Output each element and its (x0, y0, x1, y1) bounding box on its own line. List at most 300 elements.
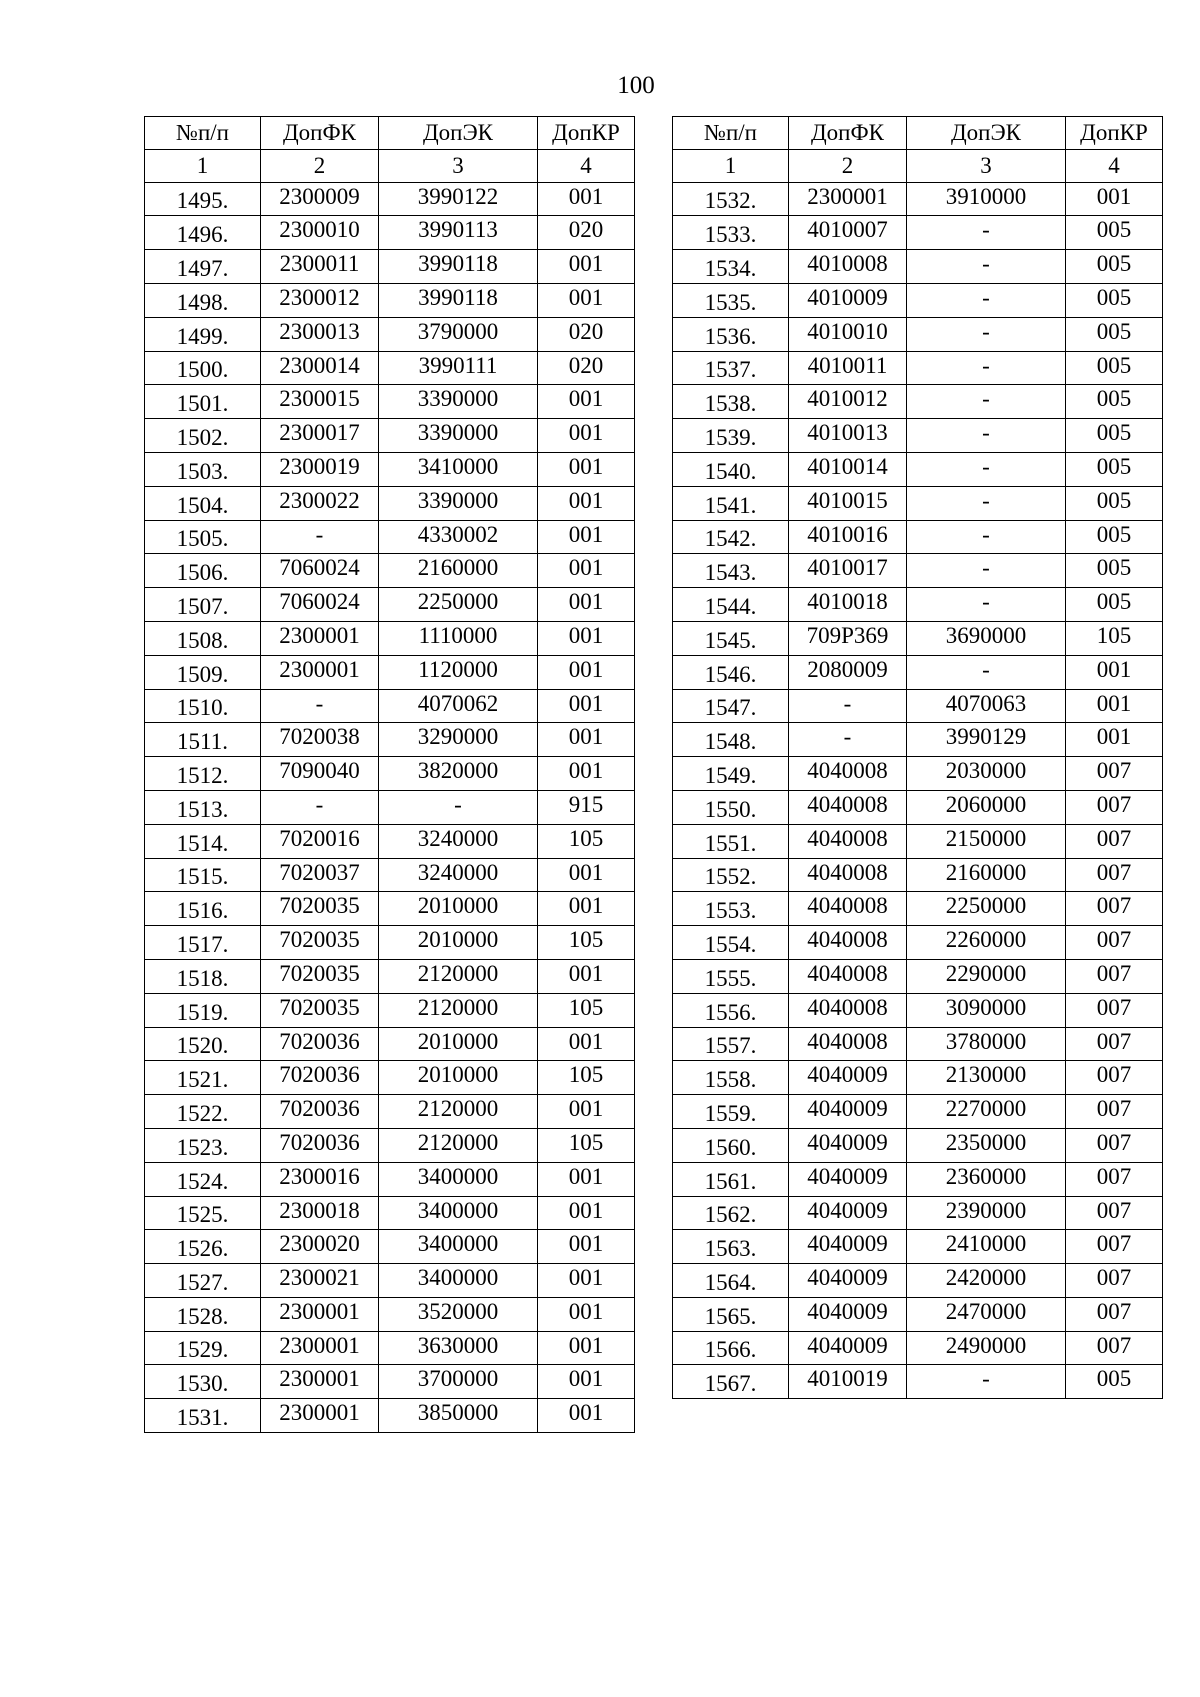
dopfk-cell: 4010011 (789, 351, 907, 385)
dopek-cell: 3990118 (379, 250, 538, 284)
dopek-cell: 2150000 (907, 824, 1066, 858)
dopek-cell: 2010000 (379, 1061, 538, 1095)
dopek-cell: - (907, 1365, 1066, 1399)
row-number: 1541. (673, 486, 789, 520)
header-index: №п/п (673, 117, 789, 150)
dopfk-cell: 4010009 (789, 283, 907, 317)
column-number-row (673, 149, 1163, 182)
dopfk-cell: 4040009 (789, 1061, 907, 1095)
dopkr-cell: 001 (538, 182, 635, 216)
dopek-cell: - (907, 520, 1066, 554)
dopek-cell: 3090000 (907, 993, 1066, 1027)
table-row (673, 993, 1163, 1027)
dopkr-cell: 105 (538, 824, 635, 858)
dopkr-cell: 001 (538, 1196, 635, 1230)
dopek-cell: 2360000 (907, 1162, 1066, 1196)
row-number: 1540. (673, 452, 789, 486)
dopfk-cell: 4040009 (789, 1095, 907, 1129)
row-number: 1521. (145, 1061, 261, 1095)
row-number: 1515. (145, 858, 261, 892)
dopek-cell: 2010000 (379, 1027, 538, 1061)
row-number: 1547. (673, 689, 789, 723)
dopfk-cell: 4040009 (789, 1331, 907, 1365)
dopkr-cell: 001 (538, 858, 635, 892)
table-row (145, 385, 635, 419)
table-row (673, 283, 1163, 317)
dopek-cell: 2160000 (379, 554, 538, 588)
row-number: 1512. (145, 757, 261, 791)
column-number: 2 (789, 149, 907, 182)
dopfk-cell: 7020035 (261, 892, 379, 926)
row-number: 1508. (145, 621, 261, 655)
table-row (673, 926, 1163, 960)
row-number: 1499. (145, 317, 261, 351)
dopek-cell: 3400000 (379, 1230, 538, 1264)
dopfk-cell: 7020036 (261, 1095, 379, 1129)
row-number: 1529. (145, 1331, 261, 1365)
dopfk-cell: 7090040 (261, 757, 379, 791)
table-row (145, 689, 635, 723)
dopfk-cell: 2300013 (261, 317, 379, 351)
dopkr-cell: 001 (538, 588, 635, 622)
dopek-cell: 3390000 (379, 419, 538, 453)
dopek-cell: - (907, 452, 1066, 486)
dopfk-cell: 4040008 (789, 824, 907, 858)
column-number: 4 (1066, 149, 1163, 182)
row-number: 1542. (673, 520, 789, 554)
dopfk-cell: 4010016 (789, 520, 907, 554)
dopkr-cell: 007 (1066, 1264, 1163, 1298)
dopek-cell: - (907, 283, 1066, 317)
dopek-cell: - (907, 486, 1066, 520)
dopfk-cell: 4010015 (789, 486, 907, 520)
row-number: 1536. (673, 317, 789, 351)
page-number: 100 (617, 72, 655, 99)
dopek-cell: 3990111 (379, 351, 538, 385)
dopkr-cell: 001 (538, 1399, 635, 1433)
dopkr-cell: 005 (1066, 351, 1163, 385)
table-row (145, 216, 635, 250)
row-number: 1500. (145, 351, 261, 385)
dopek-cell: 3790000 (379, 317, 538, 351)
table-row (673, 351, 1163, 385)
dopek-cell: 2120000 (379, 1128, 538, 1162)
dopkr-cell: 005 (1066, 216, 1163, 250)
dopek-cell: 3410000 (379, 452, 538, 486)
column-number: 1 (673, 149, 789, 182)
dopfk-cell: 2300019 (261, 452, 379, 486)
dopfk-cell: 2300001 (261, 621, 379, 655)
table-row (145, 757, 635, 791)
dopfk-cell: 2300014 (261, 351, 379, 385)
dopek-cell: 3990122 (379, 182, 538, 216)
dopkr-cell: 007 (1066, 790, 1163, 824)
table-row (673, 892, 1163, 926)
dopkr-cell: 001 (538, 1297, 635, 1331)
dopfk-cell: 2300001 (261, 1399, 379, 1433)
dopek-cell: 2390000 (907, 1196, 1066, 1230)
table-row (673, 1331, 1163, 1365)
table-row (145, 993, 635, 1027)
dopkr-cell: 007 (1066, 1061, 1163, 1095)
table-row (145, 1196, 635, 1230)
row-number: 1525. (145, 1196, 261, 1230)
dopfk-cell: 4010014 (789, 452, 907, 486)
dopfk-cell: 7020035 (261, 993, 379, 1027)
row-number: 1566. (673, 1331, 789, 1365)
dopfk-cell: 7060024 (261, 588, 379, 622)
table-row (673, 250, 1163, 284)
dopek-cell: - (907, 554, 1066, 588)
table-row (673, 959, 1163, 993)
row-number: 1519. (145, 993, 261, 1027)
dopek-cell: 3850000 (379, 1399, 538, 1433)
row-number: 1501. (145, 385, 261, 419)
dopek-cell: 1120000 (379, 655, 538, 689)
table-row (145, 892, 635, 926)
data-table-right (672, 116, 1163, 1399)
dopek-cell: 3390000 (379, 486, 538, 520)
row-number: 1505. (145, 520, 261, 554)
row-number: 1563. (673, 1230, 789, 1264)
dopfk-cell: 4040009 (789, 1196, 907, 1230)
dopkr-cell: 001 (538, 283, 635, 317)
dopfk-cell: 4010013 (789, 419, 907, 453)
row-number: 1497. (145, 250, 261, 284)
dopek-cell: - (907, 250, 1066, 284)
dopkr-cell: 001 (538, 723, 635, 757)
dopkr-cell: 001 (538, 757, 635, 791)
dopfk-cell: 2300022 (261, 486, 379, 520)
header-row (673, 117, 1163, 150)
dopek-cell: 2290000 (907, 959, 1066, 993)
dopfk-cell: 4010019 (789, 1365, 907, 1399)
dopkr-cell: 007 (1066, 1331, 1163, 1365)
dopek-cell: 2250000 (907, 892, 1066, 926)
table-row (673, 520, 1163, 554)
table-row (145, 858, 635, 892)
dopkr-cell: 005 (1066, 419, 1163, 453)
row-number: 1535. (673, 283, 789, 317)
row-number: 1527. (145, 1264, 261, 1298)
table-row (673, 216, 1163, 250)
dopek-cell: 3990129 (907, 723, 1066, 757)
row-number: 1498. (145, 283, 261, 317)
header-dopek: ДопЭК (379, 117, 538, 150)
row-number: 1537. (673, 351, 789, 385)
dopfk-cell: 7020035 (261, 959, 379, 993)
dopek-cell: 4070062 (379, 689, 538, 723)
dopfk-cell: 4010010 (789, 317, 907, 351)
table-row (145, 824, 635, 858)
table-row (673, 554, 1163, 588)
row-number: 1558. (673, 1061, 789, 1095)
dopfk-cell: 7060024 (261, 554, 379, 588)
header-dopkr: ДопКР (538, 117, 635, 150)
dopfk-cell: 4040008 (789, 1027, 907, 1061)
dopek-cell: 3780000 (907, 1027, 1066, 1061)
dopfk-cell: 2300001 (261, 1365, 379, 1399)
dopek-cell: - (907, 216, 1066, 250)
dopek-cell: 3990113 (379, 216, 538, 250)
row-number: 1503. (145, 452, 261, 486)
dopkr-cell: 001 (538, 1095, 635, 1129)
dopek-cell: 3520000 (379, 1297, 538, 1331)
dopfk-cell: 7020016 (261, 824, 379, 858)
dopkr-cell: 105 (1066, 621, 1163, 655)
dopek-cell: - (907, 317, 1066, 351)
row-number: 1555. (673, 959, 789, 993)
dopfk-cell: 2300001 (261, 655, 379, 689)
dopfk-cell: 2300009 (261, 182, 379, 216)
dopfk-cell: - (789, 723, 907, 757)
dopkr-cell: 001 (1066, 655, 1163, 689)
dopkr-cell: 001 (1066, 182, 1163, 216)
row-number: 1556. (673, 993, 789, 1027)
dopfk-cell: 7020035 (261, 926, 379, 960)
table-row (145, 351, 635, 385)
row-number: 1564. (673, 1264, 789, 1298)
dopek-cell: 3910000 (907, 182, 1066, 216)
dopfk-cell: 2080009 (789, 655, 907, 689)
dopkr-cell: 005 (1066, 317, 1163, 351)
dopek-cell: 2270000 (907, 1095, 1066, 1129)
table-row (145, 1297, 635, 1331)
dopek-cell: 3400000 (379, 1264, 538, 1298)
row-number: 1517. (145, 926, 261, 960)
row-number: 1559. (673, 1095, 789, 1129)
dopfk-cell: - (261, 689, 379, 723)
table-row (145, 1162, 635, 1196)
dopek-cell: 2010000 (379, 892, 538, 926)
table-row (673, 1027, 1163, 1061)
table-body-right (673, 182, 1163, 1399)
row-number: 1495. (145, 182, 261, 216)
table-row (145, 317, 635, 351)
row-number: 1506. (145, 554, 261, 588)
dopkr-cell: 001 (538, 1264, 635, 1298)
dopfk-cell: 4010017 (789, 554, 907, 588)
dopek-cell: 3400000 (379, 1196, 538, 1230)
dopkr-cell: 020 (538, 317, 635, 351)
dopkr-cell: 005 (1066, 452, 1163, 486)
dopkr-cell: 001 (538, 554, 635, 588)
table-row (145, 419, 635, 453)
dopek-cell: 2260000 (907, 926, 1066, 960)
dopkr-cell: 001 (538, 1230, 635, 1264)
dopfk-cell: 4010012 (789, 385, 907, 419)
dopfk-cell: 2300010 (261, 216, 379, 250)
dopfk-cell: 4040008 (789, 757, 907, 791)
dopkr-cell: 105 (538, 1128, 635, 1162)
dopek-cell: 3690000 (907, 621, 1066, 655)
dopfk-cell: 4040008 (789, 790, 907, 824)
dopfk-cell: 2300020 (261, 1230, 379, 1264)
dopek-cell: 3700000 (379, 1365, 538, 1399)
table-row (673, 723, 1163, 757)
dopfk-cell: 7020036 (261, 1128, 379, 1162)
row-number: 1538. (673, 385, 789, 419)
dopfk-cell: 4040009 (789, 1297, 907, 1331)
table-row (673, 452, 1163, 486)
table-row (673, 588, 1163, 622)
table-row (673, 655, 1163, 689)
row-number: 1520. (145, 1027, 261, 1061)
table-row (673, 1365, 1163, 1399)
dopkr-cell: 007 (1066, 926, 1163, 960)
dopkr-cell: 005 (1066, 520, 1163, 554)
row-number: 1530. (145, 1365, 261, 1399)
row-number: 1560. (673, 1128, 789, 1162)
dopfk-cell: - (261, 790, 379, 824)
dopfk-cell: 709P369 (789, 621, 907, 655)
dopkr-cell: 005 (1066, 486, 1163, 520)
table-row (145, 790, 635, 824)
table-row (145, 1128, 635, 1162)
dopkr-cell: 105 (538, 1061, 635, 1095)
dopkr-cell: 007 (1066, 993, 1163, 1027)
table-row (145, 283, 635, 317)
dopek-cell: 1110000 (379, 621, 538, 655)
dopek-cell: 2470000 (907, 1297, 1066, 1331)
row-number: 1554. (673, 926, 789, 960)
column-number: 2 (261, 149, 379, 182)
dopkr-cell: 001 (538, 621, 635, 655)
dopkr-cell: 001 (1066, 689, 1163, 723)
dopfk-cell: 4010018 (789, 588, 907, 622)
table-row (673, 385, 1163, 419)
dopfk-cell: 2300001 (261, 1331, 379, 1365)
column-number: 3 (907, 149, 1066, 182)
dopkr-cell: 007 (1066, 1230, 1163, 1264)
row-number: 1539. (673, 419, 789, 453)
dopfk-cell: 2300001 (789, 182, 907, 216)
header-dopkr: ДопКР (1066, 117, 1163, 150)
table-row (145, 655, 635, 689)
dopkr-cell: 005 (1066, 385, 1163, 419)
dopfk-cell: 2300018 (261, 1196, 379, 1230)
row-number: 1510. (145, 689, 261, 723)
column-number: 3 (379, 149, 538, 182)
dopkr-cell: 007 (1066, 1027, 1163, 1061)
dopkr-cell: 001 (538, 959, 635, 993)
table-row (673, 1230, 1163, 1264)
dopfk-cell: 4040009 (789, 1230, 907, 1264)
dopfk-cell: 2300012 (261, 283, 379, 317)
table-row (673, 621, 1163, 655)
dopkr-cell: 007 (1066, 1196, 1163, 1230)
dopfk-cell: 7020037 (261, 858, 379, 892)
dopek-cell: 2130000 (907, 1061, 1066, 1095)
dopfk-cell: 4040008 (789, 926, 907, 960)
table-row (145, 1230, 635, 1264)
dopkr-cell: 001 (538, 1331, 635, 1365)
dopkr-cell: 001 (538, 689, 635, 723)
dopfk-cell: 4010007 (789, 216, 907, 250)
dopek-cell: - (907, 385, 1066, 419)
dopkr-cell: 007 (1066, 1297, 1163, 1331)
dopfk-cell: - (789, 689, 907, 723)
row-number: 1534. (673, 250, 789, 284)
row-number: 1552. (673, 858, 789, 892)
table-row (673, 419, 1163, 453)
row-number: 1543. (673, 554, 789, 588)
dopek-cell: - (379, 790, 538, 824)
row-number: 1567. (673, 1365, 789, 1399)
dopfk-cell: 2300016 (261, 1162, 379, 1196)
table-row (145, 486, 635, 520)
dopkr-cell: 001 (538, 1162, 635, 1196)
dopek-cell: 2030000 (907, 757, 1066, 791)
dopek-cell: 3390000 (379, 385, 538, 419)
table-row (673, 486, 1163, 520)
dopek-cell: 3400000 (379, 1162, 538, 1196)
row-number: 1513. (145, 790, 261, 824)
table-body-left (145, 182, 635, 1432)
row-number: 1511. (145, 723, 261, 757)
table-row (145, 1399, 635, 1433)
dopkr-cell: 005 (1066, 1365, 1163, 1399)
dopfk-cell: 4040009 (789, 1128, 907, 1162)
table-row (145, 588, 635, 622)
dopfk-cell: 2300015 (261, 385, 379, 419)
dopek-cell: 3240000 (379, 858, 538, 892)
table-row (673, 1095, 1163, 1129)
dopkr-cell: 005 (1066, 283, 1163, 317)
dopfk-cell: 4040008 (789, 892, 907, 926)
header-index: №п/п (145, 117, 261, 150)
dopek-cell: 3290000 (379, 723, 538, 757)
dopkr-cell: 001 (538, 520, 635, 554)
dopkr-cell: 001 (1066, 723, 1163, 757)
table-row (673, 858, 1163, 892)
row-number: 1523. (145, 1128, 261, 1162)
dopek-cell: - (907, 655, 1066, 689)
dopkr-cell: 007 (1066, 757, 1163, 791)
dopek-cell: 2160000 (907, 858, 1066, 892)
row-number: 1496. (145, 216, 261, 250)
row-number: 1504. (145, 486, 261, 520)
table-row (673, 182, 1163, 216)
dopkr-cell: 007 (1066, 824, 1163, 858)
table-row (145, 1264, 635, 1298)
row-number: 1531. (145, 1399, 261, 1433)
dopek-cell: 2490000 (907, 1331, 1066, 1365)
dopfk-cell: 7020036 (261, 1061, 379, 1095)
table-row (145, 1061, 635, 1095)
dopkr-cell: 007 (1066, 1095, 1163, 1129)
table-row (145, 621, 635, 655)
dopfk-cell: 4040008 (789, 993, 907, 1027)
table-row (673, 317, 1163, 351)
table-row (145, 1365, 635, 1399)
dopkr-cell: 020 (538, 216, 635, 250)
dopkr-cell: 001 (538, 385, 635, 419)
dopek-cell: - (907, 588, 1066, 622)
dopfk-cell: 7020036 (261, 1027, 379, 1061)
dopek-cell: 2060000 (907, 790, 1066, 824)
dopkr-cell: 007 (1066, 892, 1163, 926)
dopfk-cell: 2300001 (261, 1297, 379, 1331)
table-row (145, 250, 635, 284)
table-row (145, 520, 635, 554)
row-number: 1561. (673, 1162, 789, 1196)
table-row (145, 1331, 635, 1365)
dopek-cell: 2350000 (907, 1128, 1066, 1162)
row-number: 1545. (673, 621, 789, 655)
table-row (145, 723, 635, 757)
dopkr-cell: 007 (1066, 959, 1163, 993)
